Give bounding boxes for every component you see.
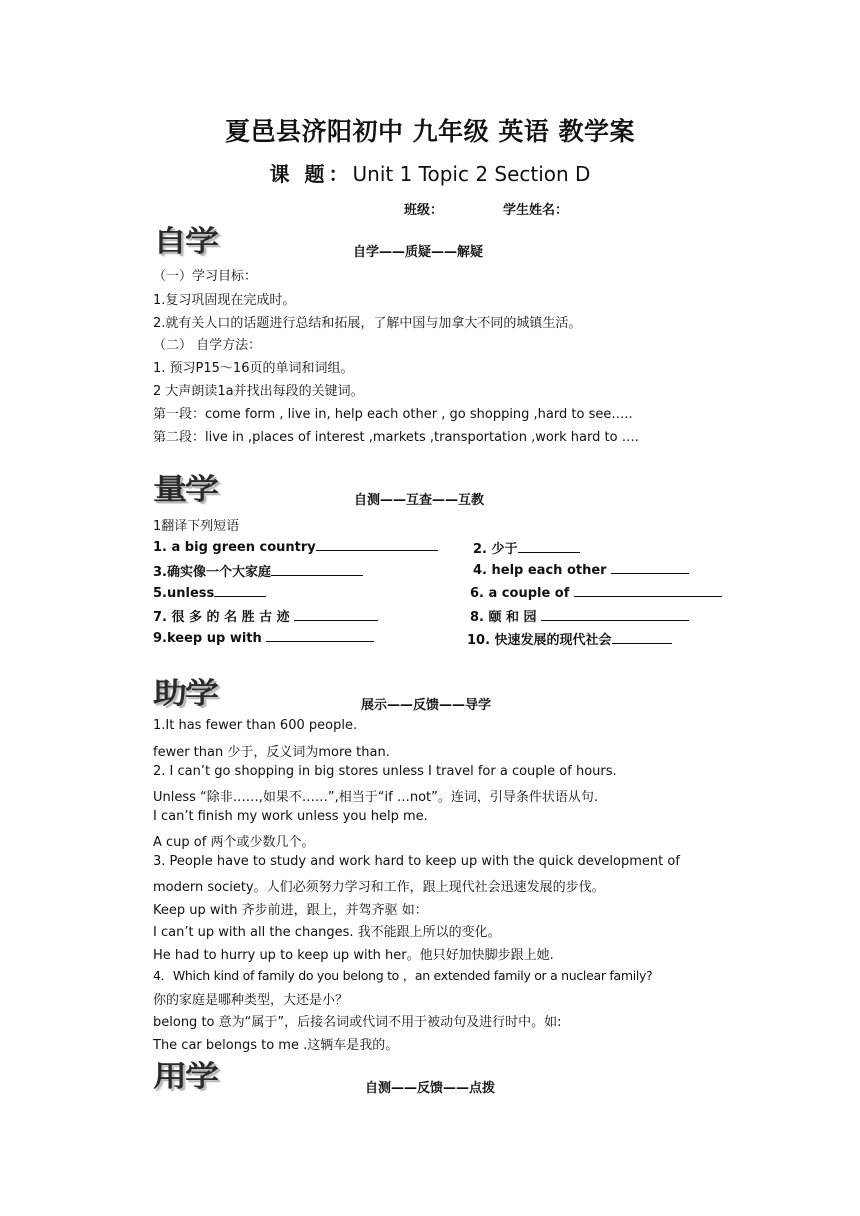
answer-blank[interactable] [611, 561, 689, 574]
self-study-line: 2 大声朗读1a并找出每段的关键词。 [153, 384, 364, 399]
page-title: 夏邑县济阳初中 九年级 英语 教学案 [224, 117, 636, 146]
help-line: modern society。人们必须努力学习和工作，跟上现代社会迅速发展的步伐。 [153, 880, 605, 895]
self-study-badge: 自学 [153, 224, 217, 259]
answer-blank[interactable] [612, 631, 672, 644]
answer-blank[interactable] [574, 584, 722, 597]
exercise-item: 4. help each other [473, 561, 689, 578]
exercise-item: 9.keep up with [153, 629, 374, 646]
self-study-line: 第二段：live in ,places of interest ,markets ,transportation ,work hard to …. [153, 430, 639, 445]
answer-blank[interactable] [518, 540, 580, 553]
help-line: 4．Which kind of family do you belong to ，an extended family or a nuclear family? [153, 968, 653, 983]
help-line: He had to hurry up to keep up with her。他只好加快脚步跟上她. [153, 948, 554, 963]
self-study-line: 2.就有关人口的话题进行总结和拓展，了解中国与加拿大不同的城镇生活。 [153, 316, 582, 331]
answer-blank[interactable] [266, 629, 374, 642]
help-line: 3. People have to study and work hard to keep up with the quick development of [153, 854, 680, 869]
self-study-line: 1. 预习P15～16页的单词和词组。 [153, 361, 354, 376]
help-line: belong to 意为“属于”，后接名词或代词不用于被动句及进行时中。如: [153, 1015, 562, 1030]
lesson-subject [0, 158, 860, 187]
exercise-item: 3.确实像一个大家庭 [153, 561, 363, 580]
measure-intro: 1翻译下列短语 [153, 519, 240, 534]
answer-blank[interactable] [271, 563, 363, 576]
answer-blank[interactable] [214, 584, 266, 597]
help-badge: 助学 [153, 676, 217, 711]
help-line: A cup of 两个或少数几个。 [153, 835, 315, 850]
self-study-line: （二） 自学方法： [153, 338, 262, 353]
answer-blank[interactable] [541, 608, 689, 621]
exercise-item: 10. 快速发展的现代社会 [467, 629, 672, 648]
self-study-line: （一）学习目标： [153, 269, 258, 284]
measure-badge: 量学 [153, 472, 217, 507]
help-heading: 展示——反馈——导学 [361, 698, 492, 713]
student-name-label: 学生姓名： [503, 203, 569, 218]
help-line: fewer than 少于，反义词为more than. [153, 745, 390, 760]
help-line: The car belongs to me .这辆车是我的。 [153, 1038, 399, 1053]
subject-label: 课 题： [269, 162, 353, 186]
self-study-line: 第一段：come form , live in, help each other , go shopping ,hard to see….. [153, 407, 633, 422]
exercise-item: 7. 很 多 的 名 胜 古 迹 [153, 606, 378, 625]
class-label: 班级： [404, 203, 444, 218]
help-line: Unless “除非……,如果不……”,相当于“if …not”。连词，引导条件状语从句. [153, 790, 598, 805]
help-line: Keep up with 齐步前进，跟上，并驾齐驱 如： [153, 903, 428, 918]
help-line: 你的家庭是哪种类型，大还是小？ [153, 993, 349, 1008]
help-line: I can’t finish my work unless you help me. [153, 809, 428, 824]
help-line: 1.It has fewer than 600 people. [153, 718, 358, 733]
answer-blank[interactable] [294, 608, 378, 621]
help-line: 2. I can’t go shopping in big stores unless I travel for a couple of hours. [153, 764, 617, 779]
self-study-heading: 自学——质疑——解疑 [353, 245, 484, 260]
exercise-item: 5.unless [153, 584, 266, 601]
exercise-item: 6. a couple of [470, 584, 722, 601]
self-study-line: 1.复习巩固现在完成时。 [153, 293, 296, 308]
measure-heading: 自测——互查——互教 [354, 493, 485, 508]
use-badge: 用学 [153, 1059, 217, 1094]
exercise-item: 8. 颐 和 园 [470, 606, 689, 625]
exercise-item: 1. a big green country [153, 538, 438, 555]
exercise-item: 2. 少于 [473, 538, 580, 557]
use-heading: 自测——反馈——点拨 [365, 1081, 496, 1096]
answer-blank[interactable] [316, 538, 438, 551]
help-line: I can’t up with all the changes. 我不能跟上所以的变化。 [153, 925, 501, 940]
subject-value: Unit 1 Topic 2 Section D [352, 162, 591, 186]
